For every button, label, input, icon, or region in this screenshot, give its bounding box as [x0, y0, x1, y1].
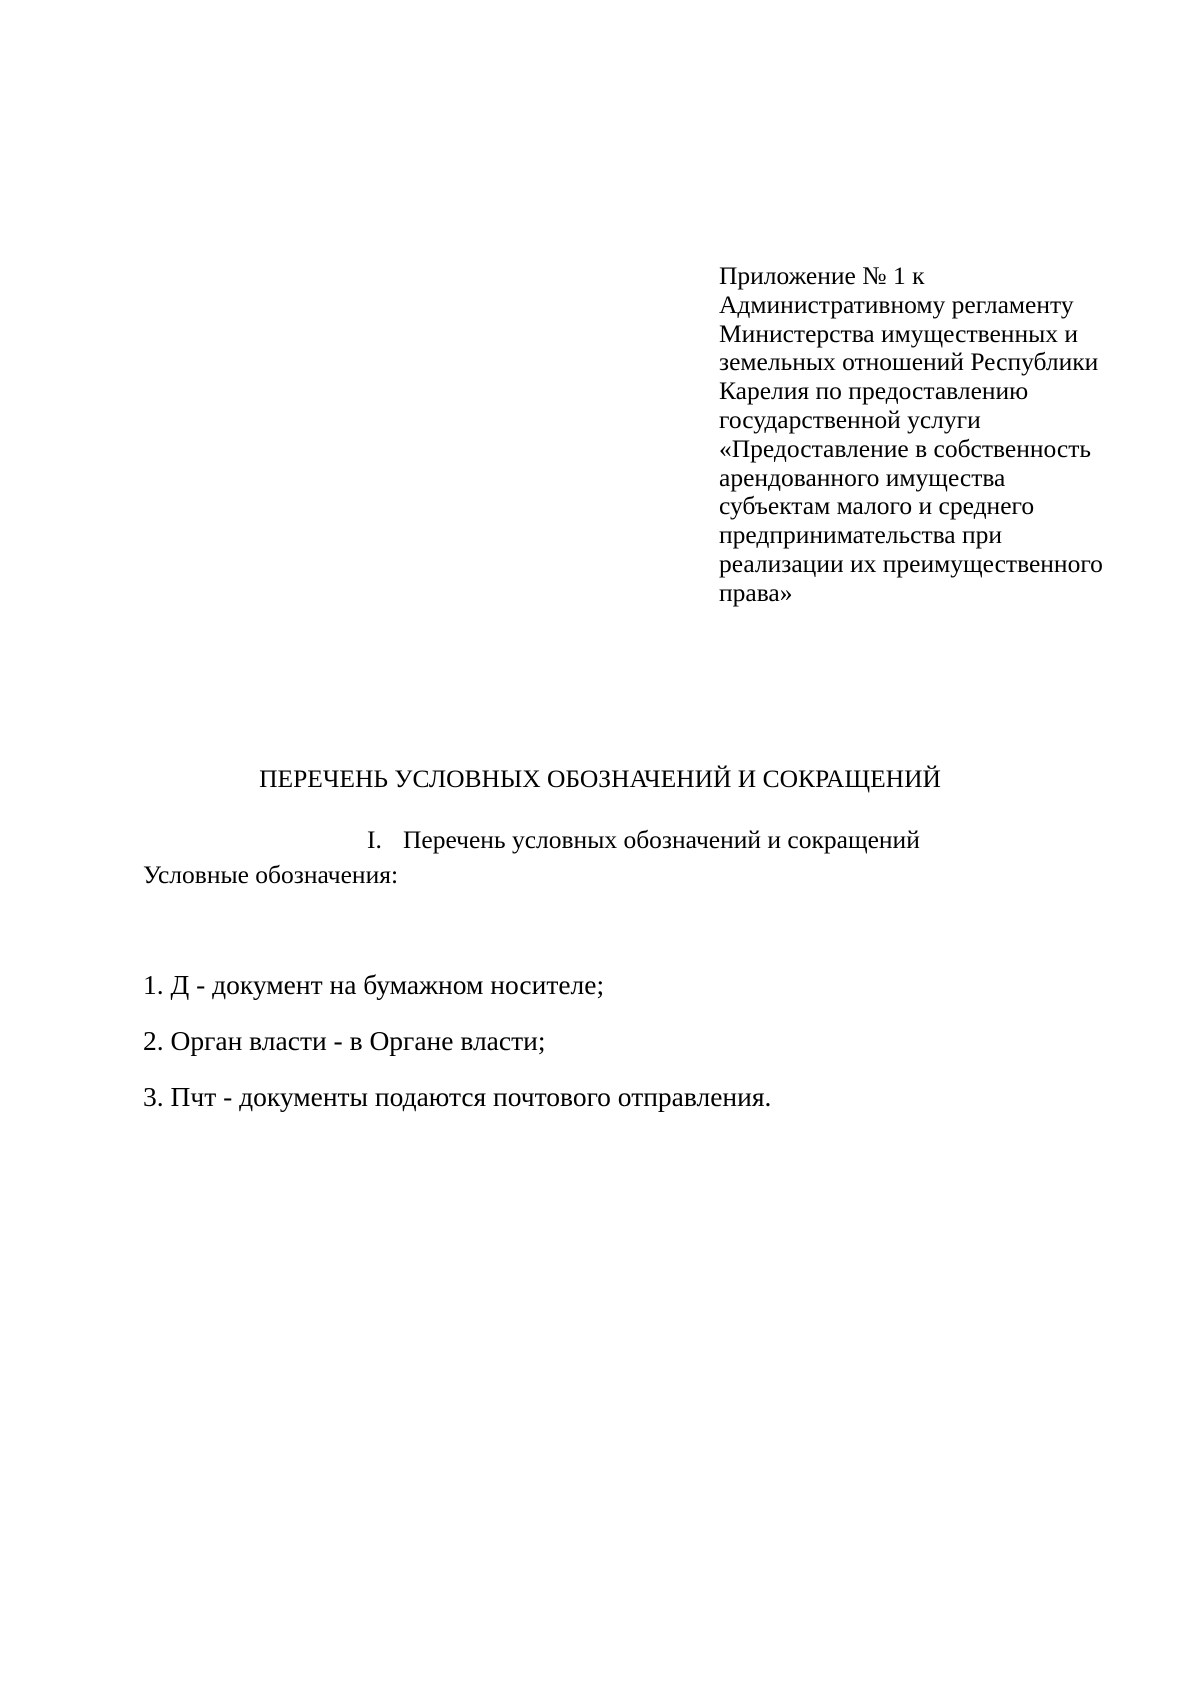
appendix-line: реализации их преимущественного	[719, 548, 1103, 578]
appendix-line: права»	[719, 577, 793, 607]
appendix-line: «Предоставление в собственность	[719, 433, 1091, 463]
legend-item: 3. Пчт - документы подаются почтового отправления.	[143, 1081, 772, 1112]
appendix-header	[719, 262, 1159, 608]
legend-item: 1. Д - документ на бумажном носителе;	[143, 969, 605, 1000]
section-heading-text: Перечень условных обозначений и сокращений	[403, 825, 920, 854]
legend-list	[143, 969, 771, 1137]
section-heading	[367, 825, 920, 855]
appendix-line: Карелия по предоставлению	[719, 376, 1029, 406]
legend-subheading: Условные обозначения:	[143, 860, 399, 889]
appendix-line: государственной услуги	[719, 404, 981, 434]
appendix-line: Министерства имущественных и	[719, 318, 1078, 348]
appendix-line: Приложение № 1 к	[719, 261, 925, 290]
appendix-line: субъектам малого и среднего	[719, 491, 1035, 521]
legend-item: 2. Орган власти - в Органе власти;	[143, 1025, 546, 1056]
appendix-line: Административному регламенту	[719, 289, 1074, 319]
appendix-line: арендованного имущества	[719, 462, 1006, 492]
appendix-line: земельных отношений Республики	[719, 347, 1099, 377]
section-number: I.	[367, 825, 382, 854]
appendix-line: предпринимательства при	[719, 520, 1003, 550]
document-title: ПЕРЕЧЕНЬ УСЛОВНЫХ ОБОЗНАЧЕНИЙ И СОКРАЩЕНИЙ	[259, 764, 941, 793]
